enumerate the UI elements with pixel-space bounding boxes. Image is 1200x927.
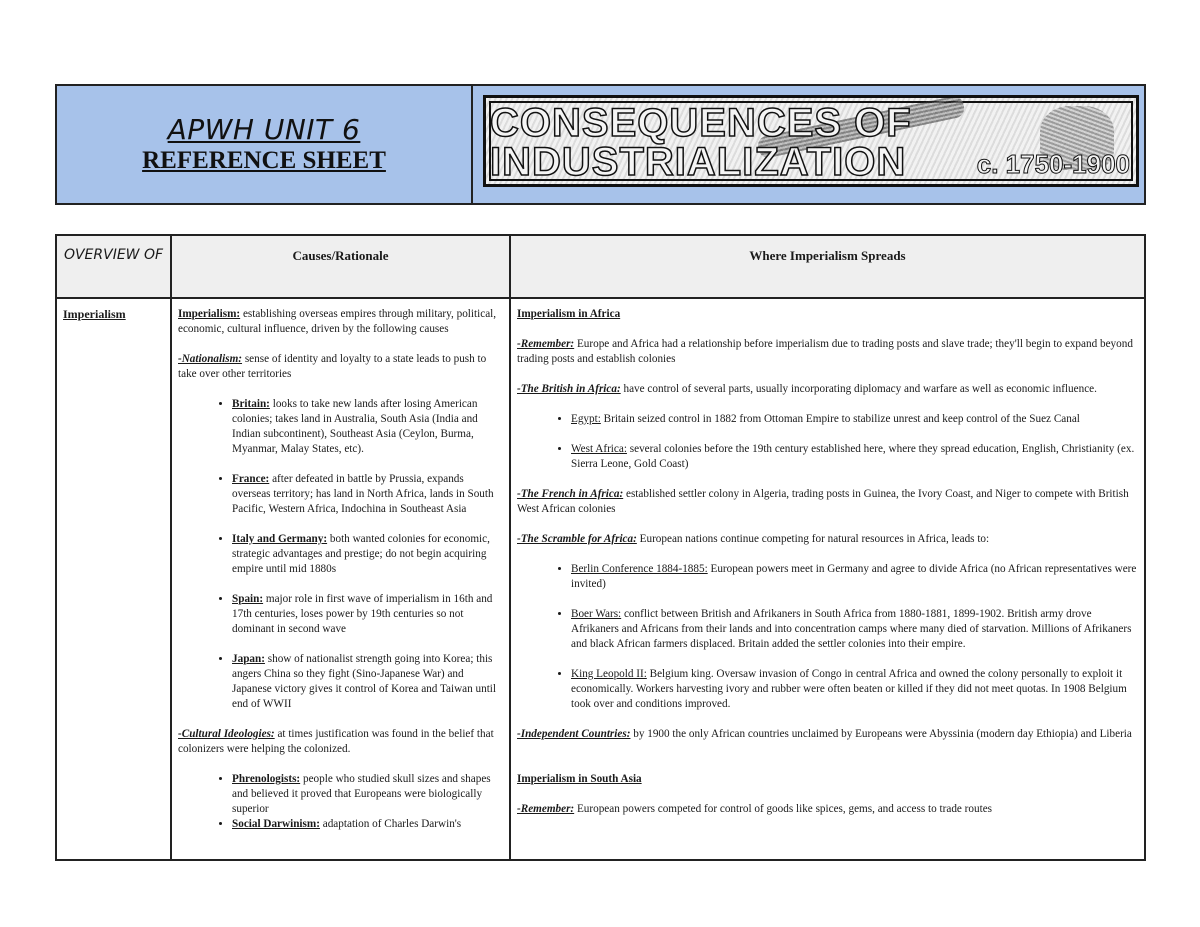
british-entry: -The British in Africa: have control of several parts, usually incorporating diplomacy and warfare as well as economic influence. (517, 383, 1097, 395)
row-label: Imperialism (63, 307, 126, 321)
list-item: • Japan: show of nationalist strength going into Korea; this angers China so they fight (Sino-Japanese War) and Japanese victory gives it control of Korea and Taiwan until end of WWII (232, 652, 503, 712)
south-asia-heading: Imperialism in South Asia (517, 773, 642, 785)
scramble-entry: -The Scramble for Africa: European nations continue competing for natural resources in Africa, leads to: (517, 533, 990, 545)
list-item: • Spain: major role in first wave of imperialism in 16th and 17th centuries, loses power by 19th centuries so not dominant in second wave (232, 592, 503, 637)
banner-block (473, 86, 1144, 203)
ideologies-list (178, 772, 503, 832)
list-item: • Social Darwinism: adaptation of Charles Darwin's (232, 817, 503, 832)
where-cell (511, 299, 1144, 859)
list-item: • King Leopold II: Belgium king. Oversaw invasion of Congo in central Africa and owned the colony personally to exploit it economically. Workers harvesting ivory and rubber were often beaten or killed if they did not meet quotas. In 1908 Belgium took over and conditions improved. (571, 667, 1138, 712)
overview-header: OVERVIEW OF (63, 247, 164, 263)
africa-heading: Imperialism in Africa (517, 308, 621, 320)
banner-date: c. 1750-1900 (976, 149, 1130, 179)
list-item: • Italy and Germany: both wanted colonies for economic, strategic advantages and prestige; do not begin acquiring empire until mid 1880s (232, 532, 503, 577)
independent-entry: -Independent Countries: by 1900 the only African countries unclaimed by Europeans were Abyssinia (modern day Ethiopia) and Liberia (517, 728, 1132, 740)
cultural-ideologies-entry: -Cultural Ideologies: at times justification was found in the belief that colonizers were helping the colonized. (178, 728, 494, 755)
list-item: • Berlin Conference 1884-1885: European powers meet in Germany and agree to divide Africa (no African representatives were invited) (571, 562, 1138, 592)
title-block (57, 86, 473, 203)
list-item: • Britain: looks to take new lands after losing American colonies; takes land in Australia, South Asia (India and Indian subcontinent), Southeast Asia (Ceylon, Burma, Myanmar, Malay States, etc). (232, 397, 503, 457)
french-entry: -The French in Africa: established settler colony in Algeria, trading posts in Guinea, the Ivory Coast, and Niger to compete with British West African colonies (517, 488, 1129, 515)
scramble-list (517, 562, 1138, 712)
remember-south-asia-entry: -Remember: European powers competed for control of goods like spices, gems, and access to trade routes (517, 803, 993, 815)
reference-table (55, 234, 1146, 861)
banner-image (483, 95, 1139, 187)
remember-entry: -Remember: Europe and Africa had a relationship before imperialism due to trading posts and slave trade; they'll begin to expand beyond trading posts and establish colonies (517, 338, 1133, 365)
unit-title: APWH UNIT 6 (167, 112, 361, 146)
list-item: • France: after defeated in battle by Prussia, expands overseas territory; has land in North Africa, lands in South Pacific, Western Africa, Indochina in Southeast Asia (232, 472, 503, 517)
causes-cell (172, 299, 509, 859)
imperialism-definition: Imperialism: establishing overseas empires through military, political, economic, cultural influence, driven by the following causes (178, 308, 497, 335)
list-item: • Phrenologists: people who studied skull sizes and shapes and believed it proved that Europeans were biologically superior (232, 772, 503, 817)
table-header-row (57, 236, 1144, 299)
causes-header: Causes/Rationale (292, 248, 389, 263)
title-header (55, 84, 1146, 205)
banner-line-1: CONSEQUENCES OF (490, 101, 912, 145)
list-item: • West Africa: several colonies before the 19th century established here, where they spread education, English, Christianity (ex. Sierra Leone, Gold Coast) (571, 442, 1138, 472)
british-list (517, 412, 1138, 472)
reference-sheet-title: REFERENCE SHEET (142, 146, 386, 174)
banner-line-2: INDUSTRIALIZATION (490, 140, 907, 184)
where-header: Where Imperialism Spreads (749, 248, 906, 263)
list-item: • Egypt: Britain seized control in 1882 from Ottoman Empire to stabilize unrest and keep control of the Suez Canal (571, 412, 1138, 427)
nations-list (178, 397, 503, 712)
nationalism-entry: -Nationalism: sense of identity and loyalty to a state leads to push to take over other territories (178, 353, 487, 380)
list-item: • Boer Wars: conflict between British and Afrikaners in South Africa from 1880-1881, 1899-1902. British army drove Afrikaners and Africans from their lands and into concentration camps where many died of starvation. Millions of Afrikaners and black African farmers displaced. Britain added the settler colonies into their empire. (571, 607, 1138, 652)
